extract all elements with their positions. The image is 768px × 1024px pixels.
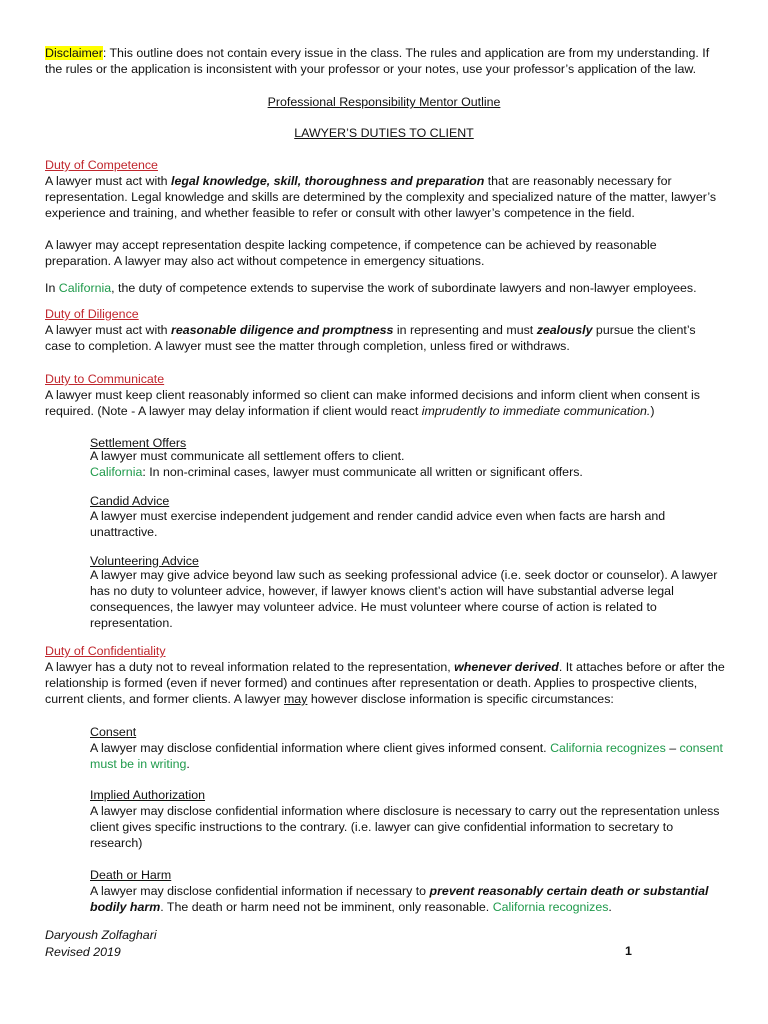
section-title: LAWYER’S DUTIES TO CLIENT [294,126,474,140]
competence-paragraph-1: A lawyer must act with legal knowledge, skill, thoroughness and preparation that are reasonably necessary for representation. Legal knowledge and skills are determined by the complexity and specialized nature of the matter, lawyer’s experience and training, and whether feasible to refer or consult with other lawyer’s competence in the field. [45,174,717,220]
footer-revised: Revised 2019 [45,945,121,959]
disclaimer-paragraph [45,45,725,77]
page-number: 1 [625,944,632,958]
footer-author: Daryoush Zolfaghari [45,928,157,942]
volunteering-advice-text: A lawyer may give advice beyond law such as seeking professional advice (i.e. seek doctor or counselor). A lawyer has no duty to volunteer advice, however, if lawyer knows client’s action will have substantial adverse legal consequences, the lawyer may volunteer advice. He must volunteer where course of action is related to representation. [90,568,718,630]
heading-duty-of-diligence: Duty of Diligence [45,307,139,321]
diligence-paragraph: A lawyer must act with reasonable diligence and promptness in representing and must zealously pursue the client’s case to completion. A lawyer must see the matter through completion, unless fired or withdraws. [45,323,696,353]
communicate-paragraph: A lawyer must keep client reasonably informed so client can make informed decisions and inform client when consent is required. (Note - A lawyer may delay information if client would react imprudently to immediate communication.) [45,388,700,418]
heading-duty-of-confidentiality: Duty of Confidentiality [45,644,166,658]
subheading-implied-authorization: Implied Authorization [90,788,206,802]
subheading-consent: Consent [90,725,137,739]
subheading-volunteering-advice: Volunteering Advice [90,554,199,568]
competence-paragraph-2: A lawyer may accept representation despite lacking competence, if competence can be achieved by reasonable preparation. A lawyer may also act without competence in emergency situations. [45,238,657,268]
subheading-candid-advice: Candid Advice [90,494,170,508]
subheading-death-or-harm: Death or Harm [90,868,172,882]
implied-authorization-text: A lawyer may disclose confidential information where disclosure is necessary to carry out the representation unless client gives specific instructions to the contrary. (i.e. lawyer can give confidential information to secretary to research) [90,804,720,850]
heading-duty-of-competence: Duty of Competence [45,158,158,172]
consent-text: A lawyer may disclose confidential information where client gives informed consent. California recognizes – consent must be in writing. [90,741,723,771]
competence-paragraph-3: In California, the duty of competence extends to supervise the work of subordinate lawyers and non-lawyer employees. [45,281,697,295]
confidentiality-paragraph: A lawyer has a duty not to reveal information related to the representation, whenever derived. It attaches before or after the relationship is formed (even if never formed) and continues after representation or death. Applies to prospective clients, current clients, and former clients. A lawyer may however disclose information is specific circumstances: [45,660,725,706]
subheading-settlement-offers: Settlement Offers [90,436,187,450]
document-title: Professional Responsibility Mentor Outline [267,95,501,109]
candid-advice-text: A lawyer must exercise independent judgement and render candid advice even when facts are harsh and unattractive. [90,509,666,539]
settlement-line-1: A lawyer must communicate all settlement offers to client. [90,449,405,463]
settlement-line-2: California: In non-criminal cases, lawyer must communicate all written or significant offers. [90,465,583,479]
death-or-harm-text: A lawyer may disclose confidential information if necessary to prevent reasonably certain death or substantial bodily harm. The death or harm need not be imminent, only reasonable. California recognizes. [90,884,709,914]
disclaimer-text: : This outline does not contain every issue in the class. The rules and application are from my understanding. If the rules or the application is inconsistent with your professor or your notes, use your professor’s application of the law. [45,46,710,76]
heading-duty-to-communicate: Duty to Communicate [45,372,165,386]
disclaimer-label: Disclaimer [45,46,103,60]
